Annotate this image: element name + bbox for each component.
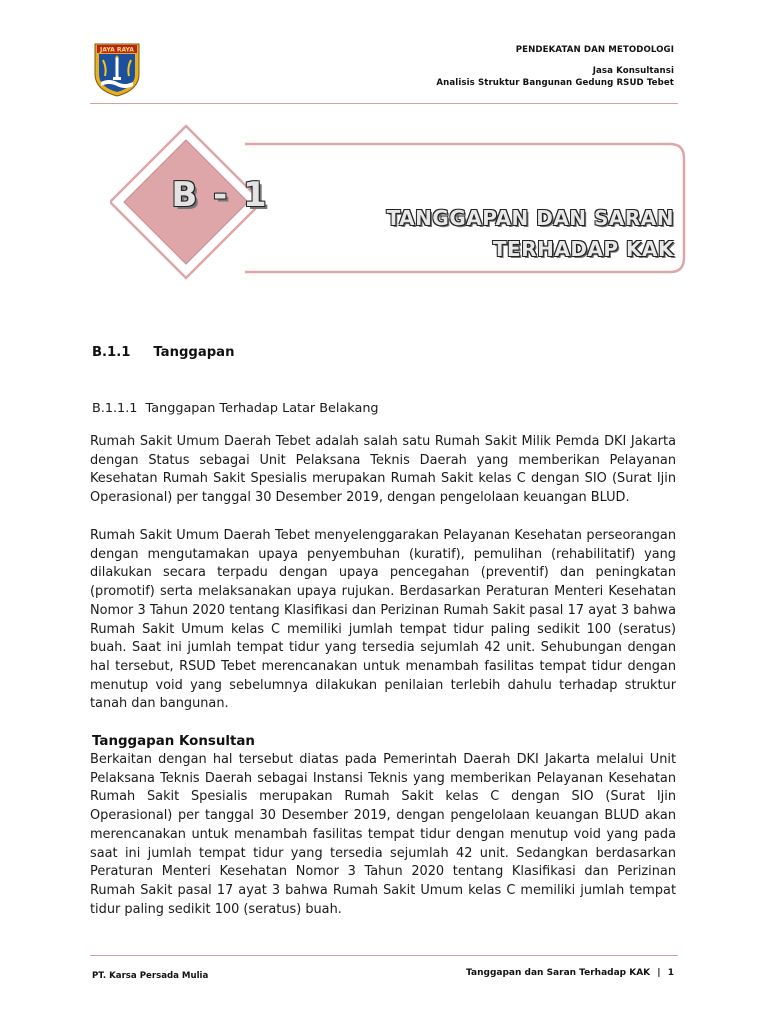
header-project: Analisis Struktur Bangunan Gedung RSUD Tebet (436, 78, 674, 88)
footer-page-info (466, 968, 674, 978)
logo-motto: JAYA RAYA (100, 46, 134, 54)
footer-doc-title: Tanggapan dan Saran Terhadap KAK (466, 968, 651, 978)
paragraph-1: Rumah Sakit Umum Daerah Tebet adalah salah satu Rumah Sakit Milik Pemda DKI Jakarta dengan Status sebagai Unit Pelaksana Teknis Daerah yang memberikan Pelayanan Kesehatan Rumah Sakit Spesialis merupakan Rumah Sakit kelas C dengan SIO (Surat Ijin Operasional) per tanggal 30 Desember 2019, dengan pengelolaan keuangan BLUD. (90, 434, 676, 506)
section-heading: B.1.1 Tanggapan (92, 345, 235, 360)
header-section-title: PENDEKATAN DAN METODOLOGI (515, 45, 674, 55)
footer-divider (90, 955, 678, 956)
chapter-title-line1: TANGGAPAN DAN SARAN (386, 206, 674, 230)
consultant-heading: Tanggapan Konsultan (92, 734, 255, 749)
page-number: 1 (667, 968, 674, 978)
header-service: Jasa Konsultansi (592, 66, 674, 76)
jakarta-emblem-logo (93, 42, 141, 98)
subsection-heading: B.1.1.1 Tanggapan Terhadap Latar Belakang (92, 401, 379, 416)
footer-separator: | (657, 968, 661, 978)
paragraph-2: Rumah Sakit Umum Daerah Tebet menyelenggarakan Pelayanan Kesehatan perseorangan dengan mengutamakan upaya penyembuhan (kuratif), pemulihan (rehabilitatif) yang dilakukan secara terpadu dengan upaya pencegahan (preventif) dan peningkatan (promotif) serta melaksanakan upaya rujukan. Berdasarkan Peraturan Menteri Kesehatan Nomor 3 Tahun 2020 tentang Klasifikasi dan Perizinan Rumah Sakit pasal 17 ayat 3 bahwa Rumah Sakit Umum kelas C memiliki jumlah tempat tidur paling sedikit 100 (seratus) buah. Saat ini jumlah tempat tidur yang tersedia sejumlah 42 unit. Sehubungan dengan hal tersebut, RSUD Tebet merencanakan untuk menambah fasilitas tempat tidur dengan menutup void yang sebelumnya dilakukan penilaian terlebih dahulu terhadap struktur tanah dan bangunan. (90, 528, 676, 712)
paragraph-3: Berkaitan dengan hal tersebut diatas pada Pemerintah Daerah DKI Jakarta melalui Unit Pelaksana Teknis Daerah sebagai Instansi Teknis yang memberikan Pelayanan Kesehatan Rumah Sakit Spesialis merupakan Rumah Sakit kelas C dengan SIO (Surat Ijin Operasional) per tanggal 30 Desember 2019, dengan pengelolaan keuangan BLUD akan merencanakan untuk menambah fasilitas tempat tidur dengan menutup void yang pada saat ini jumlah tempat tidur yang tersedia sejumlah 42 unit. Sedangkan berdasarkan Peraturan Menteri Kesehatan Nomor 3 Tahun 2020 tentang Klasifikasi dan Perizinan Rumah Sakit pasal 17 ayat 3 bahwa Rumah Sakit Umum kelas C memiliki jumlah tempat tidur paling sedikit 100 (seratus) buah. (90, 752, 676, 917)
chapter-code: B - 1 (171, 175, 269, 215)
chapter-title-line2: TERHADAP KAK (492, 237, 674, 261)
footer-company: PT. Karsa Persada Mulia (92, 971, 209, 981)
header-divider (90, 103, 678, 104)
